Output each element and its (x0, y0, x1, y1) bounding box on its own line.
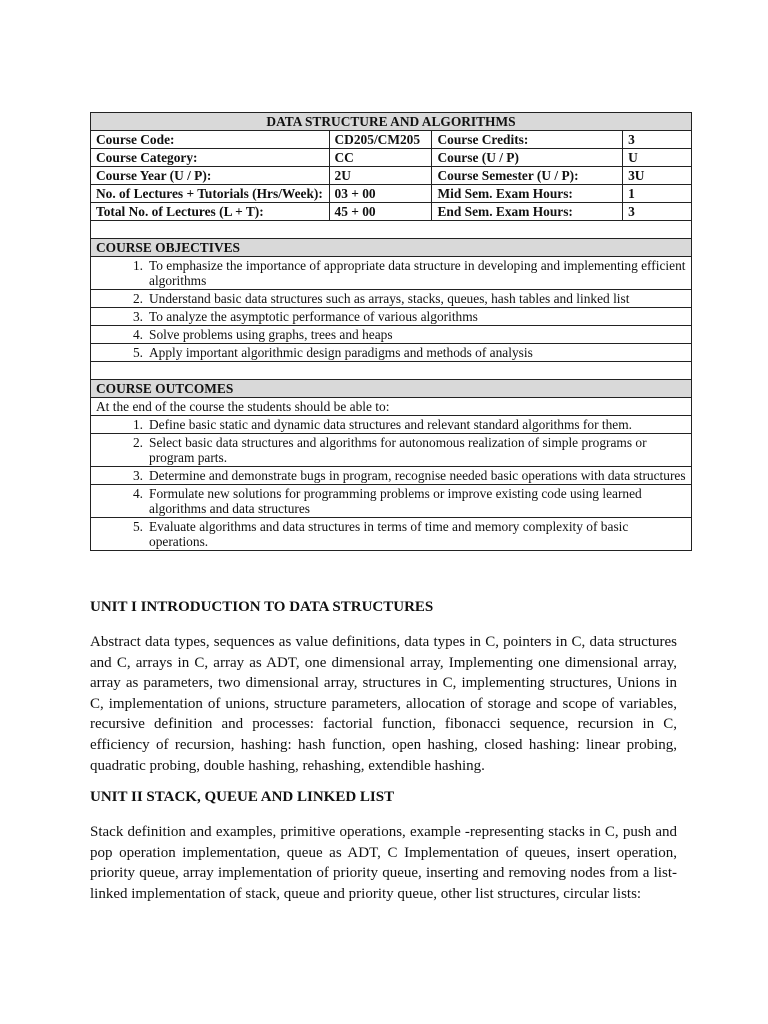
course-year-value: 2U (329, 167, 432, 185)
unit1-section (90, 632, 677, 776)
objective-item (91, 326, 692, 344)
lectures-tutorials-label: No. of Lectures + Tutorials (Hrs/Week): (91, 185, 330, 203)
outcome-text: Select basic data structures and algorithms for autonomous realization of simple programs or program parts. (149, 435, 647, 465)
outcomes-heading: COURSE OUTCOMES (91, 380, 692, 398)
outcome-number: 4. (132, 486, 143, 501)
outcome-item (91, 485, 692, 518)
outcome-text: Define basic static and dynamic data structures and relevant standard algorithms for them. (149, 417, 633, 432)
spacer-row (91, 221, 692, 239)
outcome-number: 1. (132, 417, 143, 432)
course-code-value: CD205/CM205 (329, 131, 432, 149)
outcome-item (91, 434, 692, 467)
unit2-heading: UNIT II STACK, QUEUE AND LINKED LIST (90, 789, 395, 805)
outcomes-intro: At the end of the course the students should be able to: (91, 398, 692, 416)
total-lectures-label: Total No. of Lectures (L + T): (91, 203, 330, 221)
mid-sem-hours-label: Mid Sem. Exam Hours: (432, 185, 623, 203)
spacer-row (91, 362, 692, 380)
objective-text: To emphasize the importance of appropriate data structure in developing and implementing efficient algorithms (149, 258, 686, 288)
objective-item (91, 257, 692, 290)
objective-text: Understand basic data structures such as arrays, stacks, queues, hash tables and linked list (149, 291, 630, 306)
outcome-number: 5. (132, 519, 143, 534)
objective-number: 2. (132, 291, 143, 306)
outcome-item (91, 518, 692, 551)
course-code-label: Course Code: (91, 131, 330, 149)
outcome-number: 2. (132, 435, 143, 450)
unit2-paragraph: Stack definition and examples, primitive operations, example -representing stacks in C, push and pop operation implementation, queue as ADT, C Implementation of queues, insert operation, priority queue, array implementation of priority queue, inserting and removing nodes from a list-linked implementation of stack, queue and priority queue, other list structures, circular lists: (90, 824, 677, 902)
course-category-value: CC (329, 149, 432, 167)
objectives-heading: COURSE OBJECTIVES (91, 239, 692, 257)
outcome-text: Formulate new solutions for programming problems or improve existing code using learned algorithms and data structures (149, 486, 642, 516)
outcome-text: Evaluate algorithms and data structures in terms of time and memory complexity of basic operations. (149, 519, 629, 549)
objective-text: Solve problems using graphs, trees and heaps (149, 327, 393, 342)
unit1-heading: UNIT I INTRODUCTION TO DATA STRUCTURES (90, 599, 434, 615)
objective-item (91, 290, 692, 308)
objective-item (91, 308, 692, 326)
mid-sem-hours-value: 1 (623, 185, 692, 203)
end-sem-hours-value: 3 (623, 203, 692, 221)
lectures-tutorials-value: 03 + 00 (329, 185, 432, 203)
course-semester-label: Course Semester (U / P): (432, 167, 623, 185)
course-type-label: Course (U / P) (432, 149, 623, 167)
course-year-label: Course Year (U / P): (91, 167, 330, 185)
objective-number: 5. (132, 345, 143, 360)
course-title: DATA STRUCTURE AND ALGORITHMS (91, 113, 692, 131)
outcome-item (91, 467, 692, 485)
end-sem-hours-label: End Sem. Exam Hours: (432, 203, 623, 221)
course-type-value: U (623, 149, 692, 167)
objective-number: 4. (132, 327, 143, 342)
objective-text: Apply important algorithmic design paradigms and methods of analysis (149, 345, 533, 360)
course-credits-label: Course Credits: (432, 131, 623, 149)
course-semester-value: 3U (623, 167, 692, 185)
objective-item (91, 344, 692, 362)
syllabus-table (90, 112, 692, 551)
objective-number: 3. (132, 309, 143, 324)
outcome-number: 3. (132, 468, 143, 483)
course-category-label: Course Category: (91, 149, 330, 167)
course-credits-value: 3 (623, 131, 692, 149)
objective-text: To analyze the asymptotic performance of various algorithms (149, 309, 478, 324)
unit2-section (90, 822, 677, 904)
total-lectures-value: 45 + 00 (329, 203, 432, 221)
outcome-text: Determine and demonstrate bugs in program, recognise needed basic operations with data structures (149, 468, 686, 483)
unit1-paragraph: Abstract data types, sequences as value definitions, data types in C, pointers in C, data structures and C, arrays in C, array as ADT, one dimensional array, Implementing one dimensional array, array as parameters, two dimensional array, structures in C, implementing structures, Unions in C, implementation of unions, structure parameters, allocation of storage and scope of variables, recursive definition and processes: factorial function, fibonacci sequence, recursion in C, efficiency of recursion, hashing: hash function, open hashing, closed hashing: linear probing, quadratic probing, double hashing, rehashing, extendible hashing. (90, 634, 677, 774)
objective-number: 1. (132, 258, 143, 273)
outcome-item (91, 416, 692, 434)
